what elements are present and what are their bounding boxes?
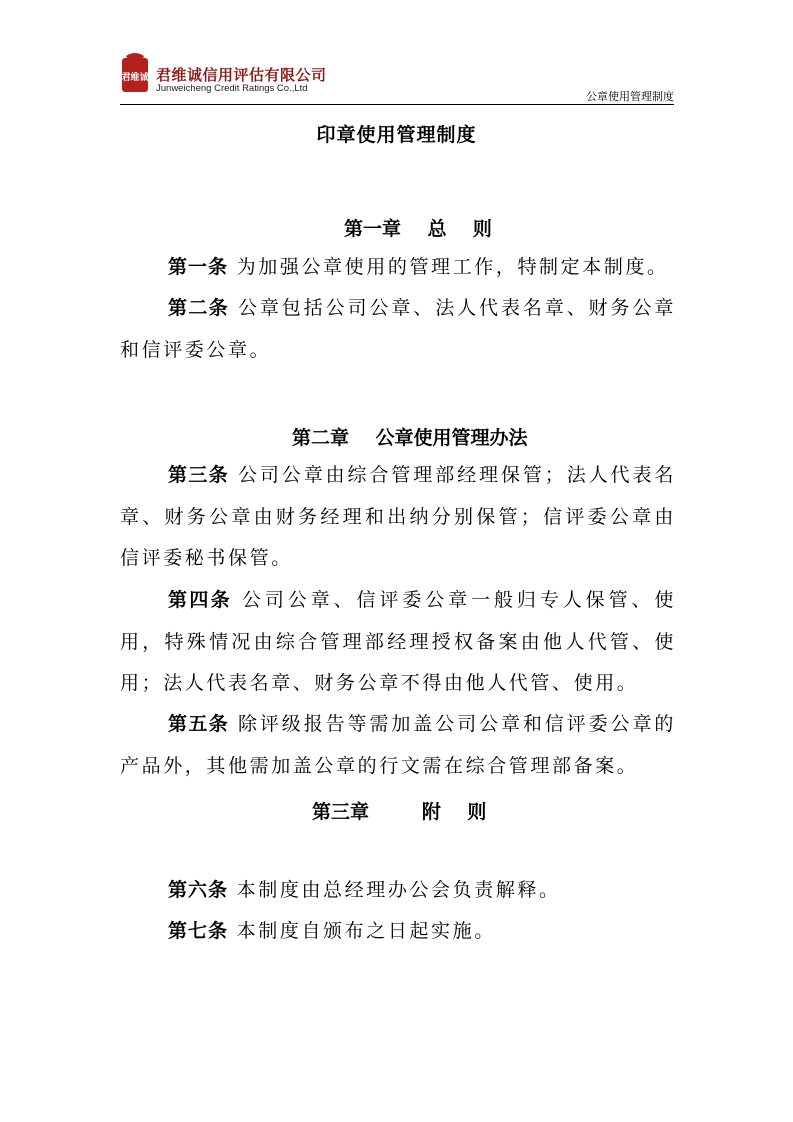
article-1-label: 第一条 (168, 256, 229, 278)
article-5 (120, 704, 676, 787)
company-logo-icon (120, 52, 150, 96)
article-5-label: 第五条 (168, 713, 229, 735)
article-4-text: 公司公章、信评委公章一般归专人保管、使用，特殊情况由综合管理部经理授权备案由他人代管、使用；法人代表名章、财务公章不得由他人代管、使用。 (120, 589, 676, 694)
company-name-cn: 君维诚信用评估有限公司 (156, 66, 327, 84)
article-4-label: 第四条 (168, 589, 232, 611)
article-7-label: 第七条 (168, 920, 229, 942)
company-name-en: Junweicheng Credit Ratings Co.,Ltd (156, 83, 308, 94)
article-1 (120, 247, 676, 289)
article-4 (120, 580, 676, 705)
chapter-3-heading: 第三章 附 则 (312, 801, 487, 823)
document-title: 印章使用管理制度 (316, 124, 477, 146)
article-6 (120, 870, 676, 912)
article-5-text: 除评级报告等需加盖公司公章和信评委公章的产品外，其他需加盖公章的行文需在综合管理部备案。 (120, 713, 676, 777)
header-doc-name: 公章使用管理制度 (586, 90, 674, 103)
article-2-text: 公章包括公司公章、法人代表名章、财务公章和信评委公章。 (120, 297, 676, 361)
article-3 (120, 455, 676, 580)
article-6-text: 本制度由总经理办公会负责解释。 (236, 879, 561, 901)
article-3-label: 第三条 (168, 464, 229, 486)
article-6-label: 第六条 (168, 879, 229, 901)
article-3-text: 公司公章由综合管理部经理保管；法人代表名章、财务公章由财务经理和出纳分别保管；信评委公章由信评委秘书保管。 (120, 464, 676, 569)
page-header (120, 52, 674, 104)
chapter-1-heading: 第一章 总 则 (344, 218, 492, 240)
article-2 (120, 288, 676, 371)
logo-seal-text: 君维诚 (121, 73, 149, 83)
article-1-text: 为加强公章使用的管理工作，特制定本制度。 (236, 256, 669, 278)
article-2-label: 第二条 (168, 297, 229, 319)
article-7-text: 本制度自颁布之日起实施。 (236, 920, 496, 942)
header-divider (120, 104, 674, 105)
article-7 (120, 911, 676, 953)
chapter-2-heading: 第二章 公章使用管理办法 (292, 427, 528, 449)
